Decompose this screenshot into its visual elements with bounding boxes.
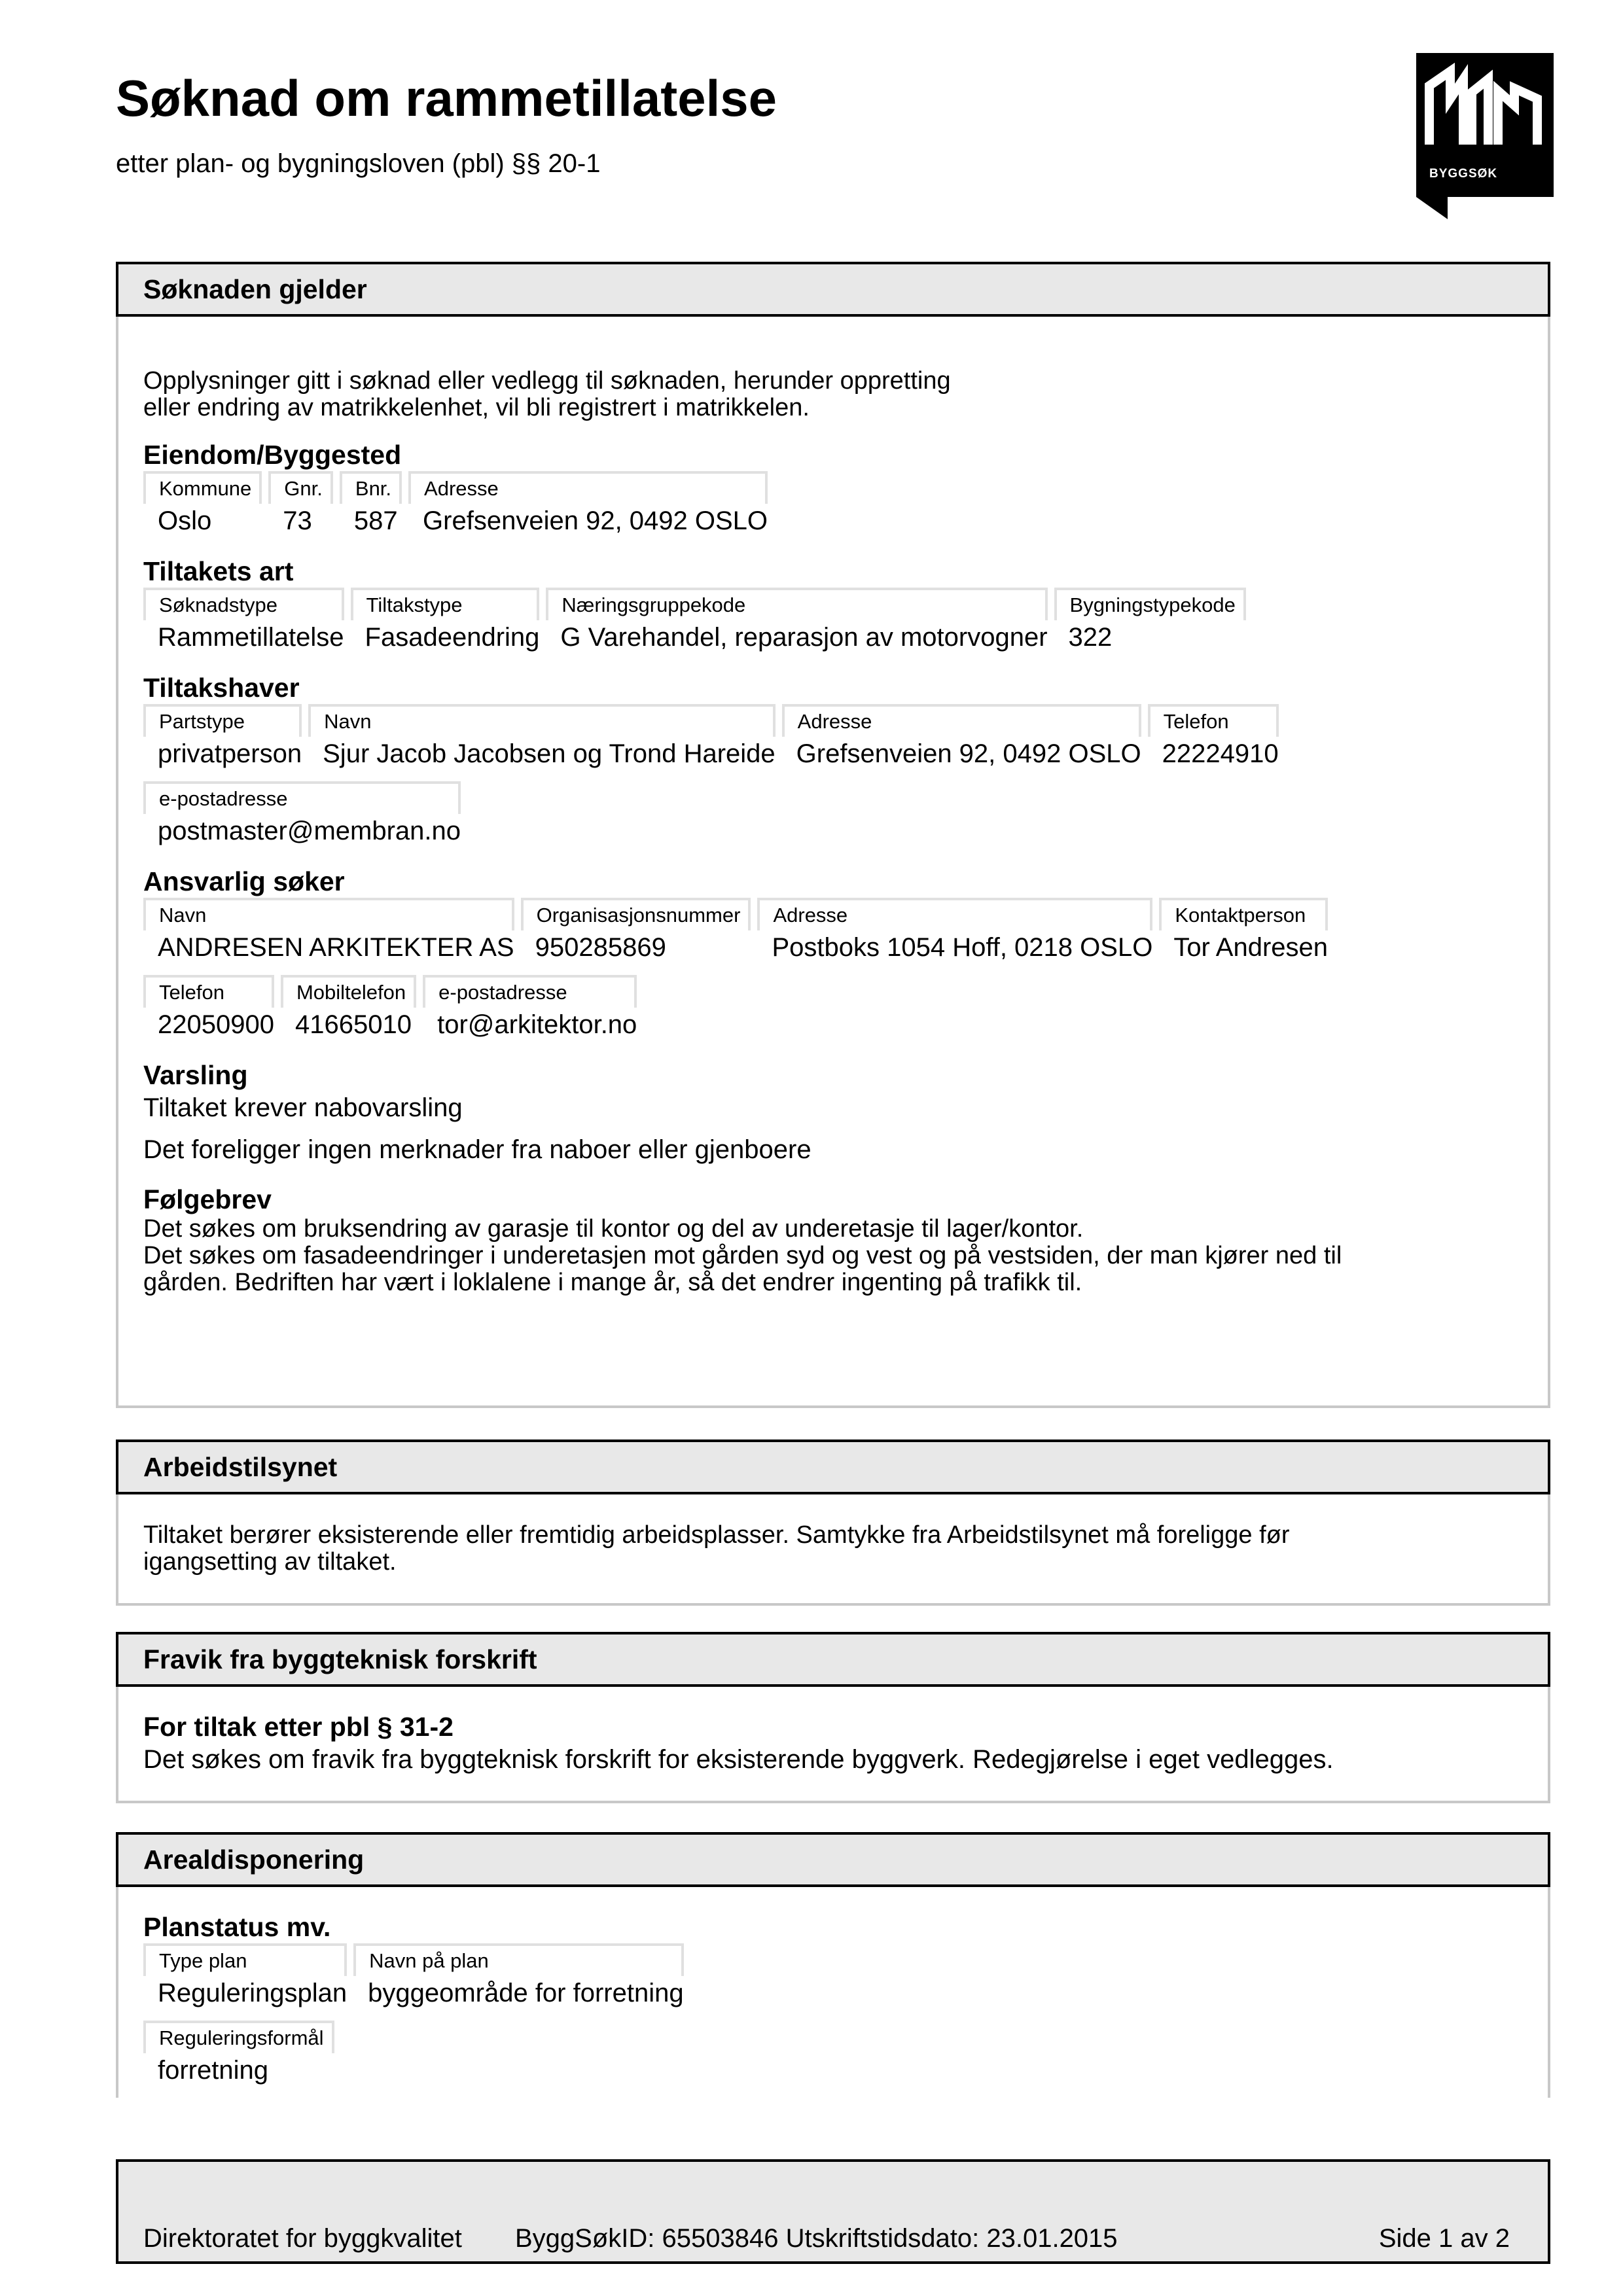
folgebrev-line-2: Det søkes om fasadeendringer i underetasjen mot gården syd og vest og på vestsiden, der man kjører ned til	[143, 1242, 1342, 1269]
section-header: Arealdisponering	[116, 1832, 1550, 1887]
footer-id: ByggSøkID: 65503846 Utskriftstidsdato: 23.01.2015	[515, 2224, 1118, 2253]
field-label: Telefon	[143, 975, 274, 1008]
field-partstype	[143, 704, 302, 771]
field-value: G Varehandel, reparasjon av motorvogner	[560, 623, 1048, 652]
field-value: 950285869	[535, 933, 666, 962]
planstatus-fields-2	[143, 2021, 1548, 2087]
planstatus-heading: Planstatus mv.	[143, 1912, 331, 1942]
section-body	[118, 317, 1548, 1296]
field-label: Bygningstypekode	[1054, 588, 1246, 620]
tiltakshaver-fields-2	[143, 781, 1548, 848]
byggsok-logo	[1416, 53, 1554, 197]
field-value: Rammetillatelse	[158, 623, 344, 652]
eiendom-fields	[143, 471, 1548, 538]
logo-text: BYGGSØK	[1429, 167, 1498, 181]
field-bygningstypekode	[1054, 588, 1246, 654]
ansvarlig-soker-fields-2	[143, 975, 1548, 1042]
field-kommune	[143, 471, 262, 538]
field-value: 22224910	[1162, 739, 1279, 768]
intro-line-1: Opplysninger gitt i søknad eller vedlegg til søknaden, herunder oppretting	[143, 367, 951, 395]
field-label: Tiltakstype	[351, 588, 540, 620]
tiltakets-art-fields	[143, 588, 1548, 654]
field-value: Oslo	[158, 506, 212, 535]
field-navn-plan	[353, 1943, 684, 2010]
section-body	[118, 1494, 1548, 1576]
field-telefon	[1148, 704, 1279, 771]
field-value: forretning	[158, 2056, 268, 2085]
field-label: Navn	[143, 898, 514, 930]
field-tiltakstype	[351, 588, 540, 654]
section-arbeidstilsynet	[116, 1439, 1550, 1606]
field-value: tor@arkitektor.no	[437, 1010, 637, 1039]
field-value: 587	[353, 506, 398, 535]
field-label: e-postadresse	[423, 975, 637, 1008]
field-adresse	[782, 704, 1141, 771]
field-label: Type plan	[143, 1943, 347, 1976]
fravik-heading: For tiltak etter pbl § 31-2	[143, 1712, 454, 1742]
field-label: Navn på plan	[353, 1943, 684, 1976]
field-label: Telefon	[1148, 704, 1279, 737]
varsling-line-1: Tiltaket krever nabovarsling	[143, 1093, 463, 1122]
field-gnr	[268, 471, 333, 538]
footer-page-number: Side 1 av 2	[1378, 2224, 1510, 2253]
field-value: privatperson	[158, 739, 302, 768]
ansvarlig-soker-heading: Ansvarlig søker	[143, 866, 345, 896]
field-label: Adresse	[408, 471, 768, 504]
planstatus-fields	[143, 1943, 1548, 2010]
section-header: Fravik fra byggteknisk forskrift	[116, 1632, 1550, 1687]
folgebrev-line-1: Det søkes om bruksendring av garasje til kontor og del av underetasje til lager/kontor.	[143, 1215, 1084, 1243]
field-navn	[143, 898, 514, 964]
field-value: Sjur Jacob Jacobsen og Trond Hareide	[323, 739, 776, 768]
tiltakshaver-fields	[143, 704, 1548, 771]
section-body	[118, 1887, 1548, 2087]
field-label: Mobiltelefon	[281, 975, 416, 1008]
field-label: Gnr.	[268, 471, 333, 504]
tiltakshaver-heading: Tiltakshaver	[143, 673, 300, 703]
logo-tail	[1416, 197, 1448, 219]
field-reguleringsformal	[143, 2021, 334, 2087]
fravik-line-1: Det søkes om fravik fra byggteknisk forskrift for eksisterende byggverk. Redegjørelse i eget vedlegges.	[143, 1745, 1334, 1774]
field-label: Reguleringsformål	[143, 2021, 334, 2053]
eiendom-heading: Eiendom/Byggested	[143, 440, 402, 470]
field-value: Grefsenveien 92, 0492 OSLO	[423, 506, 768, 535]
field-label: Bnr.	[340, 471, 402, 504]
varsling-line-2: Det foreligger ingen merknader fra naboer eller gjenboere	[143, 1135, 812, 1164]
field-label: Kommune	[143, 471, 262, 504]
building-logo-icon	[1416, 53, 1554, 158]
field-value: postmaster@membran.no	[158, 817, 461, 845]
folgebrev-line-3: gården. Bedriften har vært i loklalene i mange år, så det endrer ingenting på trafikk til.	[143, 1269, 1082, 1296]
section-soknaden-gjelder	[116, 262, 1550, 1408]
field-soknadstype	[143, 588, 344, 654]
page-footer	[116, 2159, 1550, 2264]
field-value: Postboks 1054 Hoff, 0218 OSLO	[772, 933, 1153, 962]
arbeidstilsynet-line-1: Tiltaket berører eksisterende eller fremtidig arbeidsplasser. Samtykke fra Arbeidstilsynet må foreligge før	[143, 1521, 1290, 1549]
field-value: 22050900	[158, 1010, 274, 1039]
field-adresse	[757, 898, 1152, 964]
field-value: 41665010	[294, 1010, 412, 1039]
section-body	[118, 1687, 1548, 1776]
page-subtitle: etter plan- og bygningsloven (pbl) §§ 20-1	[116, 149, 601, 178]
arbeidstilsynet-line-2: igangsetting av tiltaket.	[143, 1548, 397, 1576]
field-value: Fasadeendring	[365, 623, 540, 652]
field-navn	[308, 704, 776, 771]
page-title: Søknad om rammetillatelse	[116, 69, 777, 127]
field-kontaktperson	[1159, 898, 1328, 964]
field-label: e-postadresse	[143, 781, 461, 814]
field-label: Adresse	[782, 704, 1141, 737]
section-header: Søknaden gjelder	[116, 262, 1550, 317]
field-label: Adresse	[757, 898, 1152, 930]
field-label: Partstype	[143, 704, 302, 737]
field-naeringsgruppekode	[546, 588, 1047, 654]
tiltakets-art-heading: Tiltakets art	[143, 556, 294, 586]
field-value: Reguleringsplan	[158, 1979, 348, 2007]
field-epost	[143, 781, 461, 848]
field-value: 322	[1068, 623, 1113, 652]
field-epost	[423, 975, 637, 1042]
section-fravik	[116, 1632, 1550, 1803]
field-label: Navn	[308, 704, 776, 737]
field-label: Organisasjonsnummer	[521, 898, 751, 930]
section-header: Arbeidstilsynet	[116, 1439, 1550, 1494]
field-label: Næringsgruppekode	[546, 588, 1047, 620]
section-arealdisponering	[116, 1832, 1550, 2098]
field-label: Søknadstype	[143, 588, 344, 620]
field-value: 73	[283, 506, 312, 535]
field-value: Tor Andresen	[1173, 933, 1329, 962]
field-adresse	[408, 471, 768, 538]
field-value: ANDRESEN ARKITEKTER AS	[158, 933, 514, 962]
field-value: byggeområde for forretning	[368, 1979, 684, 2007]
field-value: Grefsenveien 92, 0492 OSLO	[796, 739, 1141, 768]
field-telefon	[143, 975, 274, 1042]
field-mobiltelefon	[281, 975, 416, 1042]
footer-org: Direktoratet for byggkvalitet	[143, 2224, 462, 2253]
varsling-heading: Varsling	[143, 1060, 248, 1090]
field-bnr	[340, 471, 402, 538]
ansvarlig-soker-fields	[143, 898, 1548, 964]
intro-line-2: eller endring av matrikkelenhet, vil bli registrert i matrikkelen.	[143, 394, 810, 421]
field-label: Kontaktperson	[1159, 898, 1328, 930]
field-type-plan	[143, 1943, 347, 2010]
field-orgnr	[521, 898, 751, 964]
folgebrev-heading: Følgebrev	[143, 1184, 272, 1214]
